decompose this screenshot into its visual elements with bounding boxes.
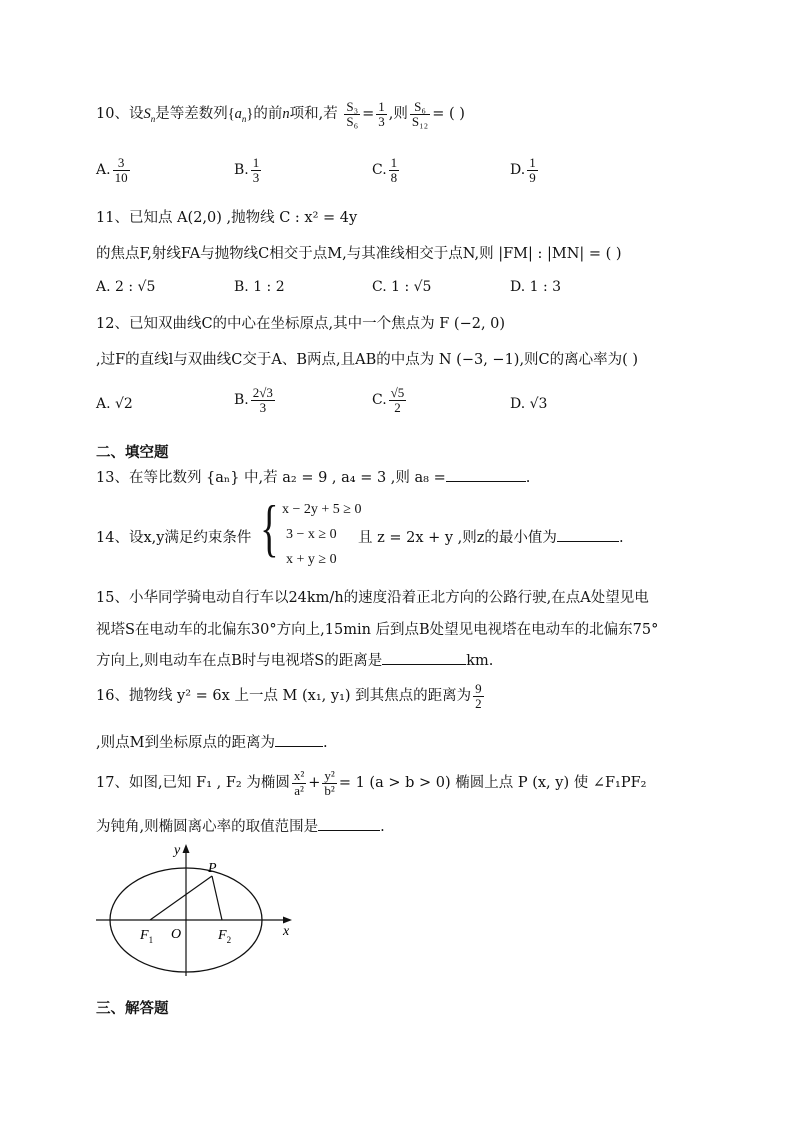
y-axis-arrow-icon — [183, 844, 190, 853]
ellipse-figure — [94, 838, 304, 978]
q11-option-d[interactable]: D. 1 : 3 — [510, 279, 562, 295]
segment-p-f2 — [212, 876, 222, 920]
section-answer-heading: 三、解答题 — [96, 1001, 169, 1017]
q14-constraint-2: 3 − x ≥ 0 — [286, 527, 337, 542]
q10-option-d[interactable]: D. $\frac{1}{9}$ — [510, 155, 536, 185]
focus-f1-label: $F_1$ — [140, 928, 154, 945]
q14-answer-blank[interactable] — [557, 527, 619, 542]
q10-fraction-2: $\frac{1}{3}$ — [378, 99, 385, 129]
q11-option-a[interactable]: A. 2 : √5 — [96, 279, 156, 295]
q14-constraint-3: x + y ≥ 0 — [286, 552, 337, 567]
q11-line2: 的焦点F,射线FA与抛物线C相交于点M,与其准线相交于点N,则 |FM| : |MN| = ( ) — [96, 246, 622, 262]
q10-fraction-3: $\frac{\text{S₆}}{\text{S₁₂}}$ — [411, 99, 429, 129]
y-axis-label: y — [174, 843, 181, 858]
q14-tail: 且 z = 2x + y ,则z的最小值为 . — [358, 526, 624, 547]
q12-option-b[interactable]: B. $\frac{2√3}{3}$ — [234, 385, 273, 415]
q11-line1: 11、已知点 A(2,0) ,抛物线 C : x² = 4y — [96, 210, 358, 226]
q11-option-b[interactable]: B. 1 : 2 — [234, 279, 285, 295]
focus-f2-label: $F_2$ — [218, 928, 232, 945]
q10-option-a[interactable]: A. $\frac{3}{10}$ — [96, 155, 128, 185]
q16-line2: ,则点M到坐标原点的距离为 . — [96, 731, 328, 752]
q14-constraint-1: x − 2y + 5 ≥ 0 — [282, 502, 362, 517]
q12-option-d[interactable]: D. √3 — [510, 396, 548, 412]
q11-option-c[interactable]: C. 1 : √5 — [372, 279, 432, 295]
q12-line1: 12、已知双曲线C的中心在坐标原点,其中一个焦点为 F (−2, 0) — [96, 316, 506, 332]
q14-brace: { — [260, 492, 279, 563]
q17-line1: 17、如图,已知 F₁ , F₂ 为椭圆 $\frac{\text{x²}}{\text{a²}}$ + $\frac{\text{y²}}{\text{b²}}$ = 1 (a > b > 0) 椭圆上点 P (x, y) 使 ∠F₁PF₂ — [96, 768, 647, 798]
q15-line2: 视塔S在电动车的北偏东30°方向上,15min 后到点B处望见电视塔在电动车的北偏东75° — [96, 622, 659, 638]
q12-option-c[interactable]: C. $\frac{√5}{2}$ — [372, 385, 405, 415]
q10-option-b[interactable]: B. $\frac{1}{3}$ — [234, 155, 260, 185]
q15-line3: 方向上,则电动车在点B时与电视塔S的距离是 km. — [96, 649, 493, 670]
q13-answer-blank[interactable] — [446, 467, 526, 482]
q16-fraction: $\frac{9}{2}$ — [475, 681, 482, 711]
q10-option-c[interactable]: C. $\frac{1}{8}$ — [372, 155, 398, 185]
q16-line1: 16、抛物线 y² = 6x 上一点 M (x₁, y₁) 到其焦点的距离为 $\frac{9}{2}$ — [96, 681, 482, 711]
q14-lead: 14、设x,y满足约束条件 — [96, 530, 252, 546]
section-fill-in-heading: 二、填空题 — [96, 445, 169, 461]
segment-f1-p — [150, 876, 212, 920]
q17-answer-blank[interactable] — [318, 816, 380, 831]
origin-label: O — [171, 927, 182, 942]
q13-stem: 13、在等比数列 {aₙ} 中,若 a₂ = 9 , a₄ = 3 ,则 a₈ = . — [96, 466, 530, 487]
q17-line2: 为钝角,则椭圆离心率的取值范围是 . — [96, 815, 385, 836]
q12-option-a[interactable]: A. √2 — [96, 396, 133, 412]
point-p-label: P — [208, 861, 217, 876]
x-axis-label: x — [283, 924, 290, 939]
q15-line1: 15、小华同学骑电动自行车以24km/h的速度沿着正北方向的公路行驶,在点A处望见电 — [96, 590, 649, 606]
x-axis-arrow-icon — [283, 917, 292, 924]
q10-fraction-1: $\frac{\text{S₃}}{\text{S₆}}$ — [346, 99, 359, 129]
q15-answer-blank[interactable] — [382, 650, 466, 665]
q16-answer-blank[interactable] — [275, 732, 323, 747]
q10-stem: 10、设$S_n$是等差数列$\{a_n\}$的前n项和,若 $\frac{\text{S₃}}{\text{S₆}}$ = $\frac{1}{3}$ ,则 $\frac{\text{S₆}}{\text{S₁₂}}$ = ( ) — [96, 99, 465, 129]
q12-line2: ,过F的直线l与双曲线C交于A、B两点,且AB的中点为 N (−3, −1),则C的离心率为( ) — [96, 352, 639, 368]
